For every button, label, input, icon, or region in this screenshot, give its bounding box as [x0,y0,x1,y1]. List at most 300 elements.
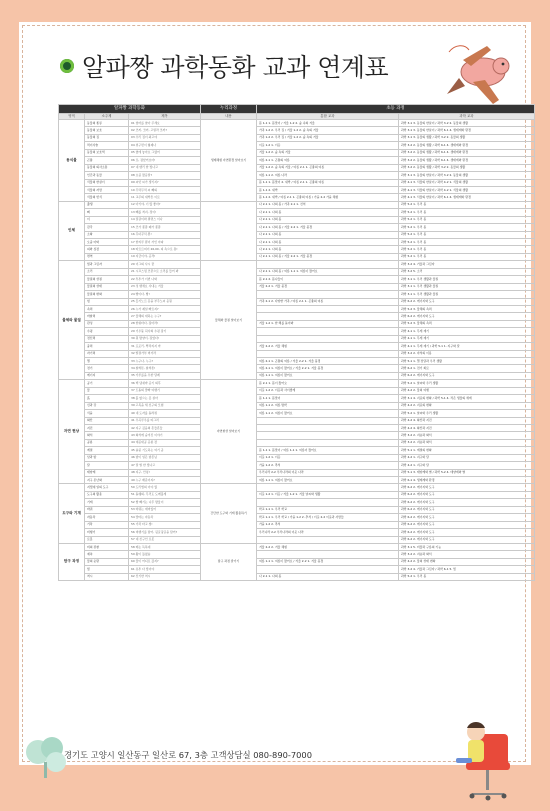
cell-combined-subject: 여름 1-1 1. 여름이 왔어요 [257,477,399,484]
cell-book-title: 43 화석에 숨겨진 이야기 [129,432,201,439]
table-row [59,157,535,164]
cell-book-title: 14 달걀이와 뮈면스 이나 [129,216,201,223]
cell-science-subject: 과학 3-1 3. 동물의 한살이 / 과학 6-1 4. 생태계와 환경 [399,127,535,134]
cell-book-title: 54 맘타는 자동차 [129,514,201,521]
cell-book-title: 07 내 맨리 한 빛나고 [129,164,201,171]
cell-combined-subject [257,350,399,357]
cell-subtopic: 예측 [85,551,129,558]
cell-book-title: 27 물체의 대하는 누구? [129,313,201,320]
cell-book-title: 11 교주의 새싹튼 이로 [129,194,201,201]
table-row [59,261,535,268]
table-row [59,328,535,335]
cell-combined-subject: 나 2-1 1. 나의 몸 [257,239,399,246]
cell-book-title: 33 누구나, 누구? [129,358,201,365]
cell-book-title: 36 백 냄새바 공기 의후 [129,380,201,387]
header-elem: 초등 과정 [257,105,535,114]
table-row [59,350,535,357]
cell-book-title: 02 코끼, 코끼, 고릴라 코끼? [129,127,201,134]
table-row [59,253,535,260]
cell-subtopic: 동물의 보호 [85,127,129,134]
table-row [59,439,535,446]
cell-combined-subject [257,313,399,320]
curriculum-table [58,104,535,581]
cell-combined-subject [257,424,399,431]
table-row [59,216,535,223]
cell-combined-subject: 학교 1-1 1. 우리 학교 [257,506,399,513]
cell-book-title: 49 누구 배준이지? [129,477,201,484]
table-row [59,484,535,491]
cell-book-title: 50 도리법의 이야 뭘 [129,484,201,491]
cell-combined-subject: 나 2-1 1. 나의 몸 / 여름 1-1 1. 여름이 왔어요 [257,268,399,275]
table-row [59,305,535,312]
cell-combined-subject: 여름 1-1 2. 여름 나라 [257,172,399,179]
cell-subtopic: 전신력 [85,335,129,342]
table-row [59,447,535,454]
cell-subtopic: 식을 [85,410,129,417]
table-row [59,514,535,521]
cell-science-subject: 과학 6-2 2. 에너지와 도구 [399,499,535,506]
cell-book-title: 40 내 도자를 돌려줘 [129,410,201,417]
cell-subtopic: 달 [85,462,129,469]
cell-subtopic: 비의 관찰 [85,543,129,550]
table-row [59,313,535,320]
cell-book-title: 41 우곡루우를 띠그러 [129,417,201,424]
cell-nuri-content: 물체와 물질 알아보기 [201,261,257,380]
table-row [59,380,535,387]
cell-subtopic: 오줌 아와 [85,239,129,246]
cell-book-title: 17 한지루 뿐이 거인 아파 [129,239,201,246]
cell-subtopic: 면역 [85,253,129,260]
table-row [59,491,535,498]
cell-science-subject: 과학 6-2 1. 전기 회로 [399,365,535,372]
cell-subtopic: 물질의 변화 [85,291,129,298]
cell-book-title: 12 아기야, 너 많 좋아? [129,201,201,208]
cell-book-title: 06 또, 잡았어보아! [129,157,201,164]
cell-book-title: 61 유투 다 빛이야 [129,566,201,573]
cell-science-subject: 과학 4-2 1. 지구와 달 [399,454,535,461]
cell-science-subject: 과학 5-2 1. 우리 몸 [399,224,535,231]
cell-combined-subject: 나 2-1 1. 나의 몸 [257,209,399,216]
cell-science-subject: 과학 5-2 1. 우리 몸 [399,246,535,253]
cell-combined-subject [257,417,399,424]
table-row [59,224,535,231]
cell-combined-subject: 가을 1-2 2. 추석 [257,521,399,528]
page-title: 알파짱 과학동화 교과 연계표 [82,53,389,82]
cell-combined-subject: 나 2-1 1. 나의 몸 [257,246,399,253]
table-row [59,298,535,305]
table-row [59,543,535,550]
table-row [59,432,535,439]
section-name: 동식물 [59,120,85,202]
cell-book-title: 62 신기한 척시 [129,573,201,580]
cell-science-subject: 과학 4-2 1. 지구와 달 [399,462,535,469]
cell-subtopic: 물의 순환 [85,558,129,565]
cell-science-subject: 과학 4-1 3. 식물의 한살이 / 과학 4-2 1. 식물의 생활 [399,179,535,186]
cell-science-subject: 과학 3-1 1. 우리 생활과 물질 [399,276,535,283]
title-bar [60,46,388,86]
cell-combined-subject: 여름 1-1 1. 여름이 왔어요 [257,372,399,379]
cell-book-title: 25 흥기노르 문을 부주노씨 응원 [129,298,201,305]
cell-subtopic: 기계 [85,499,129,506]
cell-science-subject: 과학 4-2 2. 물의 상태 변화 [399,558,535,565]
cell-combined-subject: 봄 1-1 1. 봄맞이 / 겨울 1-2 2. 숲 속의 겨울 [257,120,399,127]
cell-science-subject: 과학 3-1 3. 동물의 한살이 / 과학 3-2 2. 동물의 생활 [399,172,535,179]
cell-subtopic: 물 [85,387,129,394]
cell-science-subject: 과학 4-1 1. 무게 재기 / 과학 5-1 1. 지구와 달 [399,343,535,350]
cell-subtopic: 화석 [85,432,129,439]
cell-subtopic: 지구 온난화 [85,477,129,484]
cell-book-title: 24 빵이다, 빵! [129,291,201,298]
cell-science-subject: 과학 5-2 1. 우리 몸 [399,231,535,238]
cell-subtopic: 동물의 보호색 [85,149,129,156]
cell-science-subject: 과학 3-2 2. 지층과 화석 [399,432,535,439]
footer-address: 경기도 고양시 일산동구 일산로 67, 3층 고객상담실 080-890-7000 [64,750,312,760]
cell-science-subject: 과학 5-2 1. 날씨와 우리 생활 [399,380,535,387]
cell-science-subject: 과학 4-1 1. 무게 재기 [399,335,535,342]
cell-combined-subject: 여름 1-1 2. 여름 방학 [257,402,399,409]
table-row [59,566,535,573]
table-row [59,387,535,394]
cell-subtopic: 자동차 [85,514,129,521]
cell-science-subject: 과학 3-2 2. 자석의 이용 [399,350,535,357]
cell-subtopic: 힘 [85,298,129,305]
cell-nuri-content: 간단한 도구와 기계 활용하기 [201,484,257,544]
cell-science-subject: 과학 6-2 2. 에너지와 도구 [399,313,535,320]
cell-book-title: 08 요즘 왔응말? [129,172,201,179]
cell-book-title: 38 흙 없으는 못 살아 [129,395,201,402]
cell-book-title: 31 포포리, 뿌라지지 마 [129,343,201,350]
cell-subtopic: 로봇 [85,536,129,543]
section-name: 자연 현상 [59,380,85,484]
cell-book-title: 23 성 행세요 사내는 겨울 [129,283,201,290]
cell-combined-subject: 나 2-1 1. 나의 몸 / 겨울 2-2 1. 겨울 풍경 [257,224,399,231]
cell-subtopic: 소화 [85,231,129,238]
cell-subtopic: 마찰력 [85,313,129,320]
cell-combined-subject: 겨울 1-2 2. 숲 속의 겨울 [257,149,399,156]
cell-subtopic: 물질의 상태 [85,283,129,290]
cell-combined-subject: 가을 1-2 2. 추석 [257,462,399,469]
cell-subtopic: 척시 [85,573,129,580]
cell-book-title: 46 밤이 일은 밤몬님 [129,454,201,461]
section-name: 도구와 기계 [59,484,85,544]
table-row [59,365,535,372]
table-row [59,239,535,246]
cell-science-subject: 과학 5-2 1. 우리 몸 [399,201,535,208]
cell-combined-subject [257,291,399,298]
cell-subtopic: 전기 [85,365,129,372]
cell-science-subject: 과학 3-2 2. 동물의 생활 / 과학 3-2 2. 동물의 생활 [399,164,535,171]
table-row [59,164,535,171]
cell-science-subject: 과학 5-2 1. 우리 몸 [399,209,535,216]
cell-book-title: 03 우리 집이 최고야 [129,134,201,141]
header-science: 과학 교과 [399,114,535,120]
cell-subtopic: 중력 [85,343,129,350]
cell-combined-subject [257,439,399,446]
cell-subtopic: 관성 [85,320,129,327]
cell-nuri-content: 생태체험 자연환경 알아보기 [201,120,257,202]
table-row [59,172,535,179]
cell-book-title: 19 지금이야, 공격! [129,253,201,260]
cell-book-title: 20 이그의 사시 꿈 [129,261,201,268]
cell-combined-subject: 여름 2-1 1. 여름이 왔어요 / 겨울 2-2 1. 겨울 풍경 [257,365,399,372]
table-row [59,395,535,402]
cell-combined-subject: 겨울 2-2 2. 겨울 체험 [257,343,399,350]
cell-combined-subject: 여름 1-1 1. 여름이 왔어요 / 겨울 2-2 1. 겨울 풍경 [257,558,399,565]
cell-subtopic: 동물의 집 [85,134,129,141]
table-row [59,372,535,379]
table-row [59,343,535,350]
cell-science-subject: 과학 6-1 4. 생태계와 환경 [399,477,535,484]
cell-book-title: 44 대공대공 공룡 장 [129,439,201,446]
cell-science-subject: 과학 4-2 2. 지표의 변화 [399,402,535,409]
cell-book-title: 52 쌍 빼기는 나무 방울이 [129,499,201,506]
cell-subtopic: 식물의 번식 [85,194,129,201]
cell-science-subject: 과학 3-2 2. 동물의 생활 / 과학 6-1 4. 생태계와 환경 [399,149,535,156]
cell-subtopic: 식물의 한살이 [85,179,129,186]
cell-combined-subject [257,335,399,342]
cell-subtopic: 물질의 상질 [85,276,129,283]
section-name: 물체와 물질 [59,261,85,380]
cell-subtopic: 인간과 동물 [85,172,129,179]
header-nuri: 누리과정 [201,105,257,114]
cell-book-title: 45 솔중 기도하는 여기 곰 [129,447,201,454]
cell-subtopic: 피와 심장 [85,246,129,253]
table-row [59,462,535,469]
cell-book-title: 39 고목을 세 친구의 모험 [129,402,201,409]
cell-subtopic: 낮과 밤 [85,454,129,461]
table-row [59,231,535,238]
cell-combined-subject: 나 2-1 1. 나의 몸 [257,216,399,223]
cell-subtopic: 동물의 의사소통 [85,164,129,171]
cell-book-title: 35 가루를을 우한 달레 [129,372,201,379]
cell-subtopic: 바퀴 [85,506,129,513]
bullet-icon [60,59,74,73]
cell-subtopic: 태양계 [85,469,129,476]
cell-subtopic: 흙 [85,395,129,402]
cell-combined-subject: 봄 1-1 2. 새싹 [257,186,399,193]
cell-book-title: 55 기차 타고 씽! [129,521,201,528]
cell-combined-subject: 봄 1-1 1. 봄맞이 [257,395,399,402]
cell-combined-subject: 우리나라 2-2 우리나라의 이웃 나라 [257,529,399,536]
cell-science-subject: 과학 4-2 4. 화산과 지진 [399,417,535,424]
cell-combined-subject: 이웃 1-2 2. 이웃과 사이좋게 [257,387,399,394]
cell-science-subject: 과학 6-2 2. 에너지와 도구 [399,484,535,491]
cell-book-title: 56 비행기를 탐어, 핑글핑글을 탐어? [129,529,201,536]
cell-subtopic: 식물의 자람 [85,186,129,193]
table-row [59,149,535,156]
cell-book-title: 10 무럭무럭 씨 빼의 [129,186,201,193]
table-row [59,402,535,409]
cell-science-subject: 과학 4-2 4. 화산과 지진 [399,424,535,431]
cell-subtopic: 속력 [85,305,129,312]
header-book: 제목 [129,114,201,120]
cell-science-subject: 과학 6-2 2. 에너지와 도구 [399,536,535,543]
cell-book-title: 09 씨앗 씨가 생기지? [129,179,201,186]
section-name: 탐구 과정 [59,543,85,580]
kid-on-chair-illustration-icon [446,714,526,804]
table-body [59,120,535,581]
table-row [59,529,535,536]
cell-book-title: 48 지구, 안녕! [129,469,201,476]
table-row [59,194,535,201]
table-row [59,536,535,543]
cell-book-title: 58 베는 독하네 [129,543,201,550]
cell-book-title: 34 찰싸톤, 찰싸톤! [129,365,201,372]
table-row [59,454,535,461]
cell-science-subject: 과학 6-2 2. 에너지와 도구 [399,298,535,305]
table-row [59,201,535,208]
cell-book-title: 13 빼를 척지, 정이! [129,209,201,216]
cell-science-subject: 과학 3-1 3. 동물의 한살이 / 과학 3-2 2. 동물의 생활 [399,120,535,127]
cell-subtopic: 이 [85,216,129,223]
cell-combined-subject [257,551,399,558]
cell-book-title: 42 지구 깊음의 흔들흔들 [129,424,201,431]
cell-subtopic: 자기력 [85,350,129,357]
cell-subtopic: 지진 [85,424,129,431]
cell-combined-subject [257,484,399,491]
cell-combined-subject: 여름 2-1 1. 곤충의 여름 / 겨울 2-2 1. 겨울 풍경 [257,358,399,365]
cell-science-subject: 과학 5-2 1. 우리 몸 [399,253,535,260]
cell-book-title: 04 위구떤이 형제나 [129,142,201,149]
cell-subtopic: 빛과 그림자 [85,261,129,268]
cell-combined-subject: 겨울 2-2 1. 겨울 풍경 [257,283,399,290]
cell-book-title: 29 기우뚱 픽사의 수평 잡기 [129,328,201,335]
cell-book-title: 32 딸결가부 버거라 [129,350,201,357]
table-row [59,558,535,565]
header-sub: 소주제 [85,114,129,120]
cell-science-subject: 과학 3-1 5. 비물과 구름의 기능 [399,543,535,550]
cell-science-subject: 과학 3-2 5. 소리 [399,268,535,275]
cell-science-subject: 과학 5-2 1. 우리 몸 [399,239,535,246]
cell-science-subject: 과학 6-2 2. 에너지와 도구 [399,372,535,379]
table-row [59,276,535,283]
pig-airplane-illustration-icon [443,38,518,110]
table-row [59,358,535,365]
cell-science-subject: 과학 5-2 1. 우리 몸 [399,573,535,580]
cell-book-title: 59 왕이 틀렸습 [129,551,201,558]
cell-combined-subject: 나 2-1 1. 나의 몸 [257,573,399,580]
cell-book-title: 18 따르르띠이 26,00, 피 속으로 통! [129,246,201,253]
table-row [59,469,535,476]
cell-science-subject: 과학 3-1 4. 지표의 변화 / 과학 5-1 4. 작은 생물의 세계 [399,395,535,402]
table-row [59,209,535,216]
cell-subtopic: 화산 [85,417,129,424]
cell-combined-subject: 이웃 1-2 1. 이웃 / 겨울 1-2 1. 겨울 날씨와 생활 [257,491,399,498]
cell-combined-subject: 나 2-1 1. 나의 몸 [257,231,399,238]
cell-subtopic: 신과 강 [85,402,129,409]
cell-combined-subject: 이웃 1-2 1. 이웃 [257,142,399,149]
cell-science-subject: 과학 5-2 1. 날씨와 우리 생활 [399,410,535,417]
cell-combined-subject: 여름 1-1 2. 여름이 왔어요 [257,410,399,417]
cell-science-subject: 과학 4-1 3. 식물의 한살이 / 과학 4-2 1. 식물의 생활 [399,186,535,193]
table-row [59,335,535,342]
table-row [59,417,535,424]
cell-book-title: 30 원 방양이, 잡았다! [129,335,201,342]
cell-science-subject: 과학 3-1 1. 우리 생활과 물질 [399,283,535,290]
cell-science-subject: 과학 3-1 3. 동물의 생활 / 과학 3-2 2. 동물의 생활 [399,134,535,141]
table-row [59,410,535,417]
cell-subtopic: 감각 [85,224,129,231]
table-row [59,320,535,327]
cell-combined-subject: 봄 1-1 2. 새싹 / 여름 2-1 1. 곤충의 여름 / 가을 2-2 가을 체험 [257,194,399,201]
cell-subtopic: 소리 [85,268,129,275]
cell-book-title: 16 꾸더꾸덕 뿐! [129,231,201,238]
cell-science-subject: 과학 5-1 1. 계절의 변화 [399,447,535,454]
table-row [59,551,535,558]
cell-book-title: 60 물이 어디로 갔지? [129,558,201,565]
cell-subtopic: 출생 [85,201,129,208]
cell-science-subject: 과학 5-1 1. 열 전달과 우리 생활 [399,358,535,365]
cell-nuri-content: 탐구 과정 즐기기 [201,543,257,580]
table-row [59,477,535,484]
table-row [59,573,535,580]
cell-subtopic: 기차 [85,521,129,528]
cell-science-subject: 과학 3-2 4. 거울과 그림자 [399,261,535,268]
cell-combined-subject: 겨울 1-2 1. 한 해를 돌아봐 [257,320,399,327]
cell-combined-subject [257,261,399,268]
cell-combined-subject: 겨울 1-2 2. 숲 속의 겨울 / 여름 2-1 1. 곤충의 여름 [257,164,399,171]
cell-combined-subject: 이웃 1-2 1. 이웃 [257,454,399,461]
table-row [59,127,535,134]
cell-subtopic: 공기 [85,380,129,387]
cell-science-subject: 과학 5-2 3. 물체의 속력 [399,320,535,327]
cell-book-title: 57 네 친구인 로봇 [129,536,201,543]
cell-subtopic: 지렛대 일의 도구 [85,484,129,491]
cell-combined-subject: 봄 2-1 2. 봄나들이 [257,276,399,283]
cell-subtopic: 계절 [85,447,129,454]
cell-combined-subject [257,328,399,335]
cell-science-subject: 과학 6-2 2. 에너지와 도구 [399,521,535,528]
cell-book-title: 28 한쉬타다, 잡아라! [129,320,201,327]
cell-combined-subject [257,536,399,543]
cell-science-subject: 과학 3-2 4. 거울과 그림자 / 과학 6-1 5. 빛 [399,566,535,573]
cell-nuri-content [201,201,257,261]
cell-science-subject: 과학 3-2 2. 동물의 생활 / 과학 6-1 4. 생태계와 환경 [399,142,535,149]
cell-combined-subject: 우리나라 2-2 우리나라의 이웃 나라 [257,469,399,476]
header-combined: 통합 교과 [257,114,399,120]
cell-book-title: 01 엄마를 찾아 주세요 [129,120,201,127]
cell-book-title: 05 옆에 놓아요 그렸어 [129,149,201,156]
cell-combined-subject: 가족 2-1 2. 다양한 가족 / 여름 2-1 1. 곤충의 여름 [257,298,399,305]
cell-combined-subject [257,432,399,439]
table-row [59,134,535,141]
cell-subtopic: 수평 [85,328,129,335]
header-nuri-sub: 내용 [201,114,257,120]
cell-combined-subject [257,305,399,312]
cell-subtopic: 먹이사슬 [85,142,129,149]
cell-book-title: 37 트돌의 맘빠 여행기 [129,387,201,394]
cell-science-subject: 과학 5-2 1. 우리 몸 [399,216,535,223]
cell-science-subject: 과학 6-2 2. 에너지와 도구 [399,506,535,513]
table-row [59,424,535,431]
cell-science-subject: 과학 6-2 2. 에너지와 도구 [399,491,535,498]
cell-combined-subject: 겨울 2-2 2. 겨울 체험 [257,543,399,550]
cell-book-title: 21 시끄스럽 코끝으로 소리를 들어 봐 [129,268,201,275]
cell-book-title: 22 투투가 이번 나와 [129,276,201,283]
cell-science-subject: 과학 4-2 2. 물의 여행 [399,387,535,394]
cell-combined-subject: 봄 1-1 1. 봄맞이 2. 새싹 / 여름 2-1 1. 곤충의 여름 [257,179,399,186]
table-row [59,186,535,193]
cell-science-subject: 과학 3-1 1. 우리 생활과 물질 [399,291,535,298]
cell-combined-subject: 봄 2-1 1. 봄이 왔어요 [257,380,399,387]
table-row [59,499,535,506]
cell-subtopic: 에너지 [85,372,129,379]
cell-book-title: 47 달 벌 한 빛나고 [129,462,201,469]
header-alpha: 알파짱 과학동화 [59,105,201,114]
table-row [59,268,535,275]
cell-combined-subject: 나 2-1 1. 나의 몸 / 겨울 2-2 1. 겨울 풍경 [257,253,399,260]
cell-science-subject: 과학 6-2 2. 에너지와 도구 [399,514,535,521]
